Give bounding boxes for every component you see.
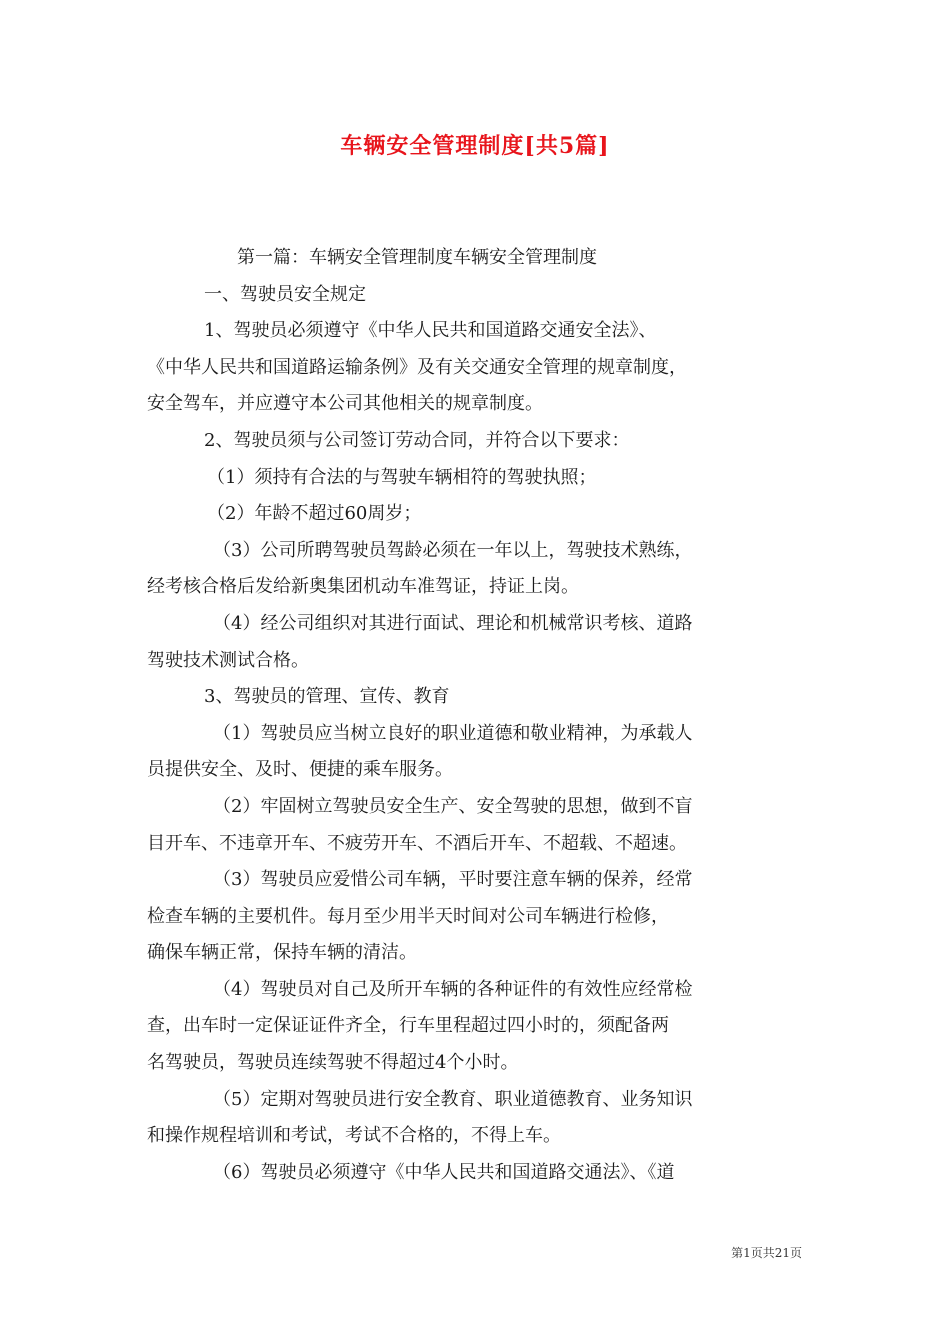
paragraph-line: 确保车辆正常，保持车辆的清洁。: [147, 942, 417, 964]
list-item: （3）驾驶员应爱惜公司车辆，平时要注意车辆的保养，经常: [213, 869, 693, 891]
paragraph-line: 《中华人民共和国道路运输条例》及有关交通安全管理的规章制度，: [147, 356, 687, 378]
paragraph-line: 目开车、不违章开车、不疲劳开车、不酒后开车、不超载、不超速。: [147, 832, 687, 854]
paragraph-line: 2、驾驶员须与公司签订劳动合同，并符合以下要求：: [204, 429, 630, 451]
paragraph-line: 和操作规程培训和考试，考试不合格的，不得上车。: [147, 1125, 561, 1147]
document-body: [147, 240, 809, 1191]
paragraph-line: 查，出车时一定保证证件齐全，行车里程超过四小时的，须配备两: [147, 1015, 669, 1037]
subsection-heading: 一、驾驶员安全规定: [204, 283, 366, 305]
paragraph-line: 1、驾驶员必须遵守《中华人民共和国道路交通安全法》、: [204, 320, 657, 342]
paragraph-line: 检查车辆的主要机件。每月至少用半天时间对公司车辆进行检修，: [147, 905, 669, 927]
list-item: （3）公司所聘驾驶员驾龄必须在一年以上，驾驶技术熟练，: [213, 539, 693, 561]
paragraph-line: 安全驾车，并应遵守本公司其他相关的规章制度。: [147, 393, 543, 415]
list-item: （6）驾驶员必须遵守《中华人民共和国道路交通法》、《道: [213, 1161, 675, 1183]
document-title: 车辆安全管理制度[共5篇]: [340, 133, 610, 159]
list-item: （2）牢固树立驾驶员安全生产、安全驾驶的思想，做到不盲: [213, 795, 693, 817]
paragraph-line: 驾驶技术测试合格。: [147, 649, 309, 671]
list-item: （1）驾驶员应当树立良好的职业道德和敬业精神，为承载人: [213, 722, 693, 744]
paragraph-line: 员提供安全、及时、便捷的乘车服务。: [147, 759, 453, 781]
list-item: （5）定期对驾驶员进行安全教育、职业道德教育、业务知识: [213, 1088, 693, 1110]
list-item: （4）驾驶员对自己及所开车辆的各种证件的有效性应经常检: [213, 978, 693, 1000]
page-number: 第1页共21页: [731, 1246, 802, 1260]
subsection-heading: 3、驾驶员的管理、宣传、教育: [204, 686, 450, 708]
section-heading: 第一篇：车辆安全管理制度车辆安全管理制度: [237, 247, 597, 268]
list-item: （4）经公司组织对其进行面试、理论和机械常识考核、道路: [213, 612, 693, 634]
paragraph-line: 经考核合格后发给新奥集团机动车准驾证，持证上岗。: [147, 576, 579, 598]
list-item: （1）须持有合法的与驾驶车辆相符的驾驶执照；: [207, 466, 597, 488]
paragraph-line: 名驾驶员，驾驶员连续驾驶不得超过4个小时。: [147, 1052, 519, 1074]
list-item: （2）年龄不超过60周岁；: [207, 503, 422, 525]
